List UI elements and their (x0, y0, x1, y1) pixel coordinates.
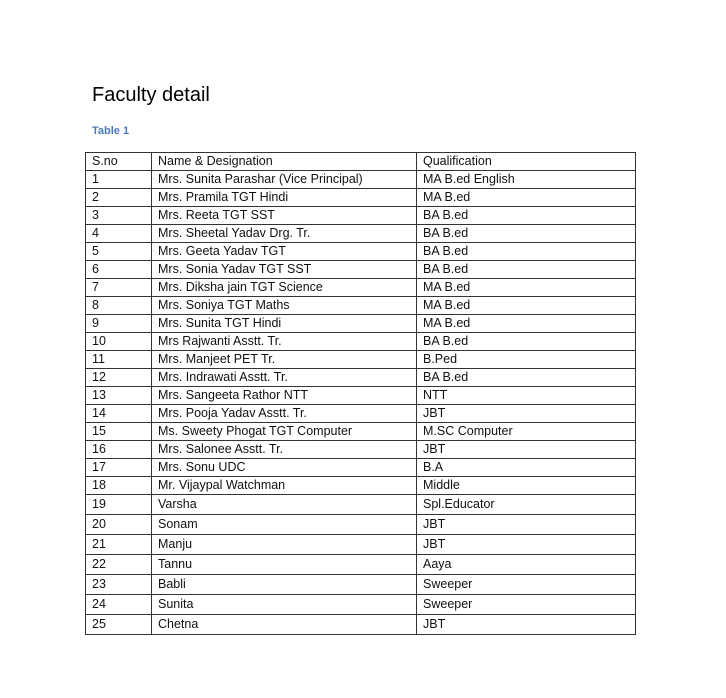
header-qualification: Qualification (417, 153, 636, 171)
cell-name-designation: Mrs. Reeta TGT SST (152, 207, 417, 225)
cell-sno: 2 (86, 189, 152, 207)
cell-name-designation: Mrs Rajwanti Asstt. Tr. (152, 333, 417, 351)
table-row (86, 405, 636, 423)
cell-name-designation: Mrs. Pooja Yadav Asstt. Tr. (152, 405, 417, 423)
cell-name-designation: Mrs. Geeta Yadav TGT (152, 243, 417, 261)
table-caption: Table 1 (92, 125, 130, 137)
table-row (86, 535, 636, 555)
cell-qualification: Sweeper (417, 595, 636, 615)
cell-qualification: NTT (417, 387, 636, 405)
cell-sno: 21 (86, 535, 152, 555)
cell-qualification: B.A (417, 459, 636, 477)
table-row (86, 225, 636, 243)
cell-qualification: Spl.Educator (417, 495, 636, 515)
cell-name-designation: Sunita (152, 595, 417, 615)
cell-sno: 11 (86, 351, 152, 369)
cell-qualification: JBT (417, 405, 636, 423)
table-row (86, 423, 636, 441)
cell-qualification: MA B.ed (417, 279, 636, 297)
cell-qualification: BA B.ed (417, 243, 636, 261)
table-row (86, 595, 636, 615)
cell-name-designation: Mr. Vijaypal Watchman (152, 477, 417, 495)
cell-name-designation: Mrs. Pramila TGT Hindi (152, 189, 417, 207)
cell-name-designation: Mrs. Manjeet PET Tr. (152, 351, 417, 369)
cell-name-designation: Sonam (152, 515, 417, 535)
faculty-table (85, 152, 636, 635)
cell-sno: 16 (86, 441, 152, 459)
cell-sno: 13 (86, 387, 152, 405)
cell-sno: 18 (86, 477, 152, 495)
table-row (86, 333, 636, 351)
cell-name-designation: Mrs. Soniya TGT Maths (152, 297, 417, 315)
cell-qualification: BA B.ed (417, 225, 636, 243)
table-row (86, 515, 636, 535)
page-title: Faculty detail (92, 84, 210, 106)
cell-sno: 25 (86, 615, 152, 635)
table-row (86, 207, 636, 225)
cell-sno: 22 (86, 555, 152, 575)
cell-qualification: MA B.ed (417, 315, 636, 333)
table-row (86, 171, 636, 189)
cell-sno: 19 (86, 495, 152, 515)
cell-name-designation: Manju (152, 535, 417, 555)
cell-qualification: MA B.ed (417, 189, 636, 207)
cell-sno: 4 (86, 225, 152, 243)
table-row (86, 189, 636, 207)
cell-sno: 20 (86, 515, 152, 535)
cell-qualification: BA B.ed (417, 261, 636, 279)
table-row (86, 555, 636, 575)
cell-qualification: MA B.ed English (417, 171, 636, 189)
table-row (86, 459, 636, 477)
cell-sno: 23 (86, 575, 152, 595)
cell-sno: 17 (86, 459, 152, 477)
cell-sno: 24 (86, 595, 152, 615)
cell-sno: 9 (86, 315, 152, 333)
cell-name-designation: Mrs. Sonu UDC (152, 459, 417, 477)
table-row (86, 477, 636, 495)
table-row (86, 243, 636, 261)
cell-qualification: JBT (417, 441, 636, 459)
table-header-row (86, 153, 636, 171)
table-row (86, 441, 636, 459)
cell-name-designation: Mrs. Salonee Asstt. Tr. (152, 441, 417, 459)
cell-qualification: Sweeper (417, 575, 636, 595)
cell-name-designation: Mrs. Indrawati Asstt. Tr. (152, 369, 417, 387)
cell-sno: 12 (86, 369, 152, 387)
cell-name-designation: Tannu (152, 555, 417, 575)
cell-qualification: JBT (417, 615, 636, 635)
cell-qualification: M.SC Computer (417, 423, 636, 441)
cell-name-designation: Mrs. Diksha jain TGT Science (152, 279, 417, 297)
table-row (86, 615, 636, 635)
cell-name-designation: Ms. Sweety Phogat TGT Computer (152, 423, 417, 441)
cell-name-designation: Varsha (152, 495, 417, 515)
cell-qualification: BA B.ed (417, 207, 636, 225)
cell-qualification: Aaya (417, 555, 636, 575)
cell-qualification: JBT (417, 515, 636, 535)
cell-sno: 1 (86, 171, 152, 189)
cell-qualification: MA B.ed (417, 297, 636, 315)
table-row (86, 387, 636, 405)
cell-sno: 7 (86, 279, 152, 297)
table-row (86, 351, 636, 369)
cell-name-designation: Mrs. Sunita TGT Hindi (152, 315, 417, 333)
cell-sno: 14 (86, 405, 152, 423)
header-sno: S.no (86, 153, 152, 171)
cell-qualification: BA B.ed (417, 333, 636, 351)
cell-sno: 3 (86, 207, 152, 225)
cell-name-designation: Mrs. Sonia Yadav TGT SST (152, 261, 417, 279)
cell-name-designation: Mrs. Sangeeta Rathor NTT (152, 387, 417, 405)
cell-qualification: JBT (417, 535, 636, 555)
cell-name-designation: Chetna (152, 615, 417, 635)
cell-qualification: B.Ped (417, 351, 636, 369)
table-row (86, 315, 636, 333)
table-row (86, 575, 636, 595)
cell-qualification: Middle (417, 477, 636, 495)
cell-sno: 8 (86, 297, 152, 315)
header-name-designation: Name & Designation (152, 153, 417, 171)
table-row (86, 369, 636, 387)
cell-sno: 15 (86, 423, 152, 441)
table-row (86, 297, 636, 315)
table-row (86, 261, 636, 279)
cell-name-designation: Mrs. Sheetal Yadav Drg. Tr. (152, 225, 417, 243)
cell-qualification: BA B.ed (417, 369, 636, 387)
table-row (86, 495, 636, 515)
cell-sno: 5 (86, 243, 152, 261)
table-body (86, 171, 636, 635)
cell-sno: 10 (86, 333, 152, 351)
cell-name-designation: Babli (152, 575, 417, 595)
table-row (86, 279, 636, 297)
cell-sno: 6 (86, 261, 152, 279)
cell-name-designation: Mrs. Sunita Parashar (Vice Principal) (152, 171, 417, 189)
